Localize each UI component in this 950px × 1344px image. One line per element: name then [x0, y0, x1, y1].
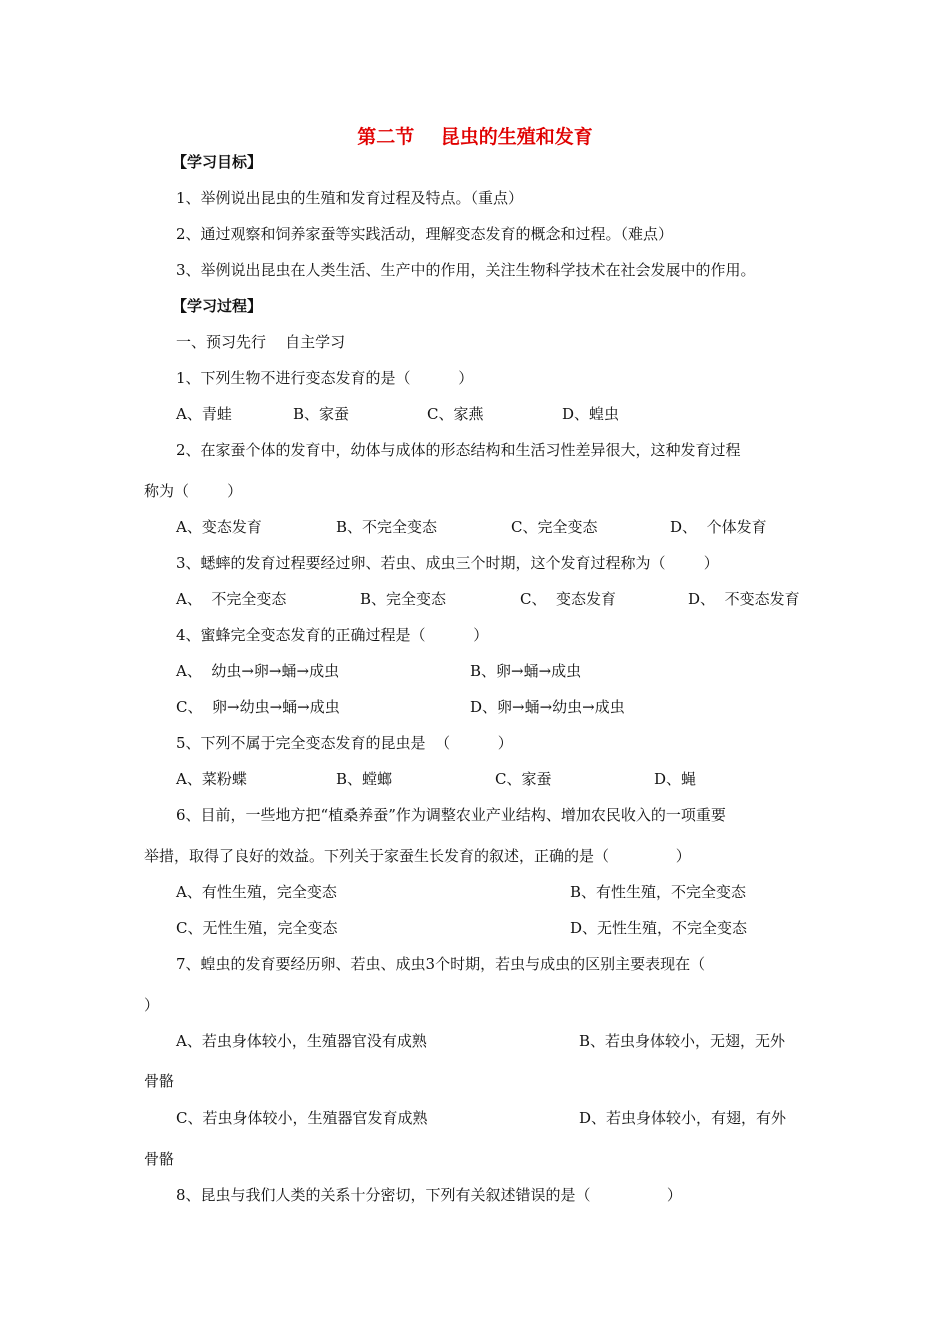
option-b: B、有性生殖，不完全变态: [570, 883, 747, 901]
option-b: B、若虫身体较小，无翅，无外: [579, 1032, 786, 1050]
option-a: A、变态发育: [176, 518, 262, 536]
section-goals-heading: 【学习目标】: [172, 153, 263, 171]
section-process-heading: 【学习过程】: [172, 297, 263, 315]
goal-item: 2、通过观察和饲养家蚕等实践活动，理解变态发育的概念和过程。（难点）: [176, 225, 674, 243]
option-a: A、 不完全变态: [176, 590, 287, 608]
option-c: C、家蚕: [495, 770, 552, 788]
question-1-stem: 1、下列生物不进行变态发育的是（ ）: [176, 369, 474, 387]
goal-item: 1、举例说出昆虫的生殖和发育过程及特点。（重点）: [176, 189, 524, 207]
option-c: C、家燕: [427, 405, 484, 423]
question-4-stem: 4、蜜蜂完全变态发育的正确过程是（ ）: [176, 626, 489, 644]
option-b: B、卵→蛹→成虫: [470, 662, 582, 680]
question-2-stem-continued: 称为（ ）: [144, 482, 243, 500]
option-b-continued: 骨骼: [144, 1072, 175, 1090]
option-a: A、有性生殖，完全变态: [176, 883, 337, 901]
question-3-stem: 3、蟋蟀的发育过程要经过卵、若虫、成虫三个时期，这个发育过程称为（ ）: [176, 554, 719, 572]
question-7-stem: 7、蝗虫的发育要经历卵、若虫、成虫3个时期，若虫与成虫的区别主要表现在（: [176, 955, 706, 973]
option-c: C、无性生殖，完全变态: [176, 919, 338, 937]
option-a: A、 幼虫→卵→蛹→成虫: [176, 662, 340, 680]
option-d: D、卵→蛹→幼虫→成虫: [470, 698, 625, 716]
question-8-stem: 8、昆虫与我们人类的关系十分密切，下列有关叙述错误的是（ ）: [176, 1186, 682, 1204]
option-b: B、完全变态: [360, 590, 447, 608]
option-d: D、蝗虫: [562, 405, 620, 423]
option-d: D、若虫身体较小，有翅，有外: [579, 1109, 787, 1127]
question-6-stem: 6、目前，一些地方把“植桑养蚕”作为调整农业产业结构、增加农民收入的一项重要: [176, 806, 726, 824]
option-d: D、无性生殖，不完全变态: [570, 919, 748, 937]
option-d: D、 不变态发育: [688, 590, 800, 608]
question-2-stem: 2、在家蚕个体的发育中，幼体与成体的形态结构和生活习性差异很大，这种发育过程: [176, 441, 741, 459]
option-d-continued: 骨骼: [144, 1150, 175, 1168]
part-one-heading: 一、预习先行 自主学习: [176, 333, 346, 351]
option-d: D、 个体发育: [670, 518, 767, 536]
option-b: B、家蚕: [293, 405, 350, 423]
page-title: 第二节 昆虫的生殖和发育: [357, 126, 593, 148]
question-7-stem-continued: ）: [144, 996, 160, 1014]
option-b: B、不完全变态: [336, 518, 438, 536]
option-b: B、螳螂: [336, 770, 393, 788]
question-6-stem-continued: 举措，取得了良好的效益。下列关于家蚕生长发育的叙述，正确的是（ ）: [144, 847, 691, 865]
question-5-stem: 5、下列不属于完全变态发育的昆虫是 （ ）: [176, 734, 513, 752]
option-c: C、若虫身体较小，生殖器官发育成熟: [176, 1109, 428, 1127]
option-c: C、 卵→幼虫→蛹→成虫: [176, 698, 340, 716]
option-c: C、 变态发育: [520, 590, 617, 608]
option-c: C、完全变态: [511, 518, 598, 536]
option-a: A、青蛙: [176, 405, 232, 423]
goal-item: 3、举例说出昆虫在人类生活、生产中的作用，关注生物科学技术在社会发展中的作用。: [176, 261, 756, 279]
option-a: A、菜粉蝶: [176, 770, 247, 788]
option-d: D、蝇: [654, 770, 697, 788]
option-a: A、若虫身体较小，生殖器官没有成熟: [176, 1032, 427, 1050]
